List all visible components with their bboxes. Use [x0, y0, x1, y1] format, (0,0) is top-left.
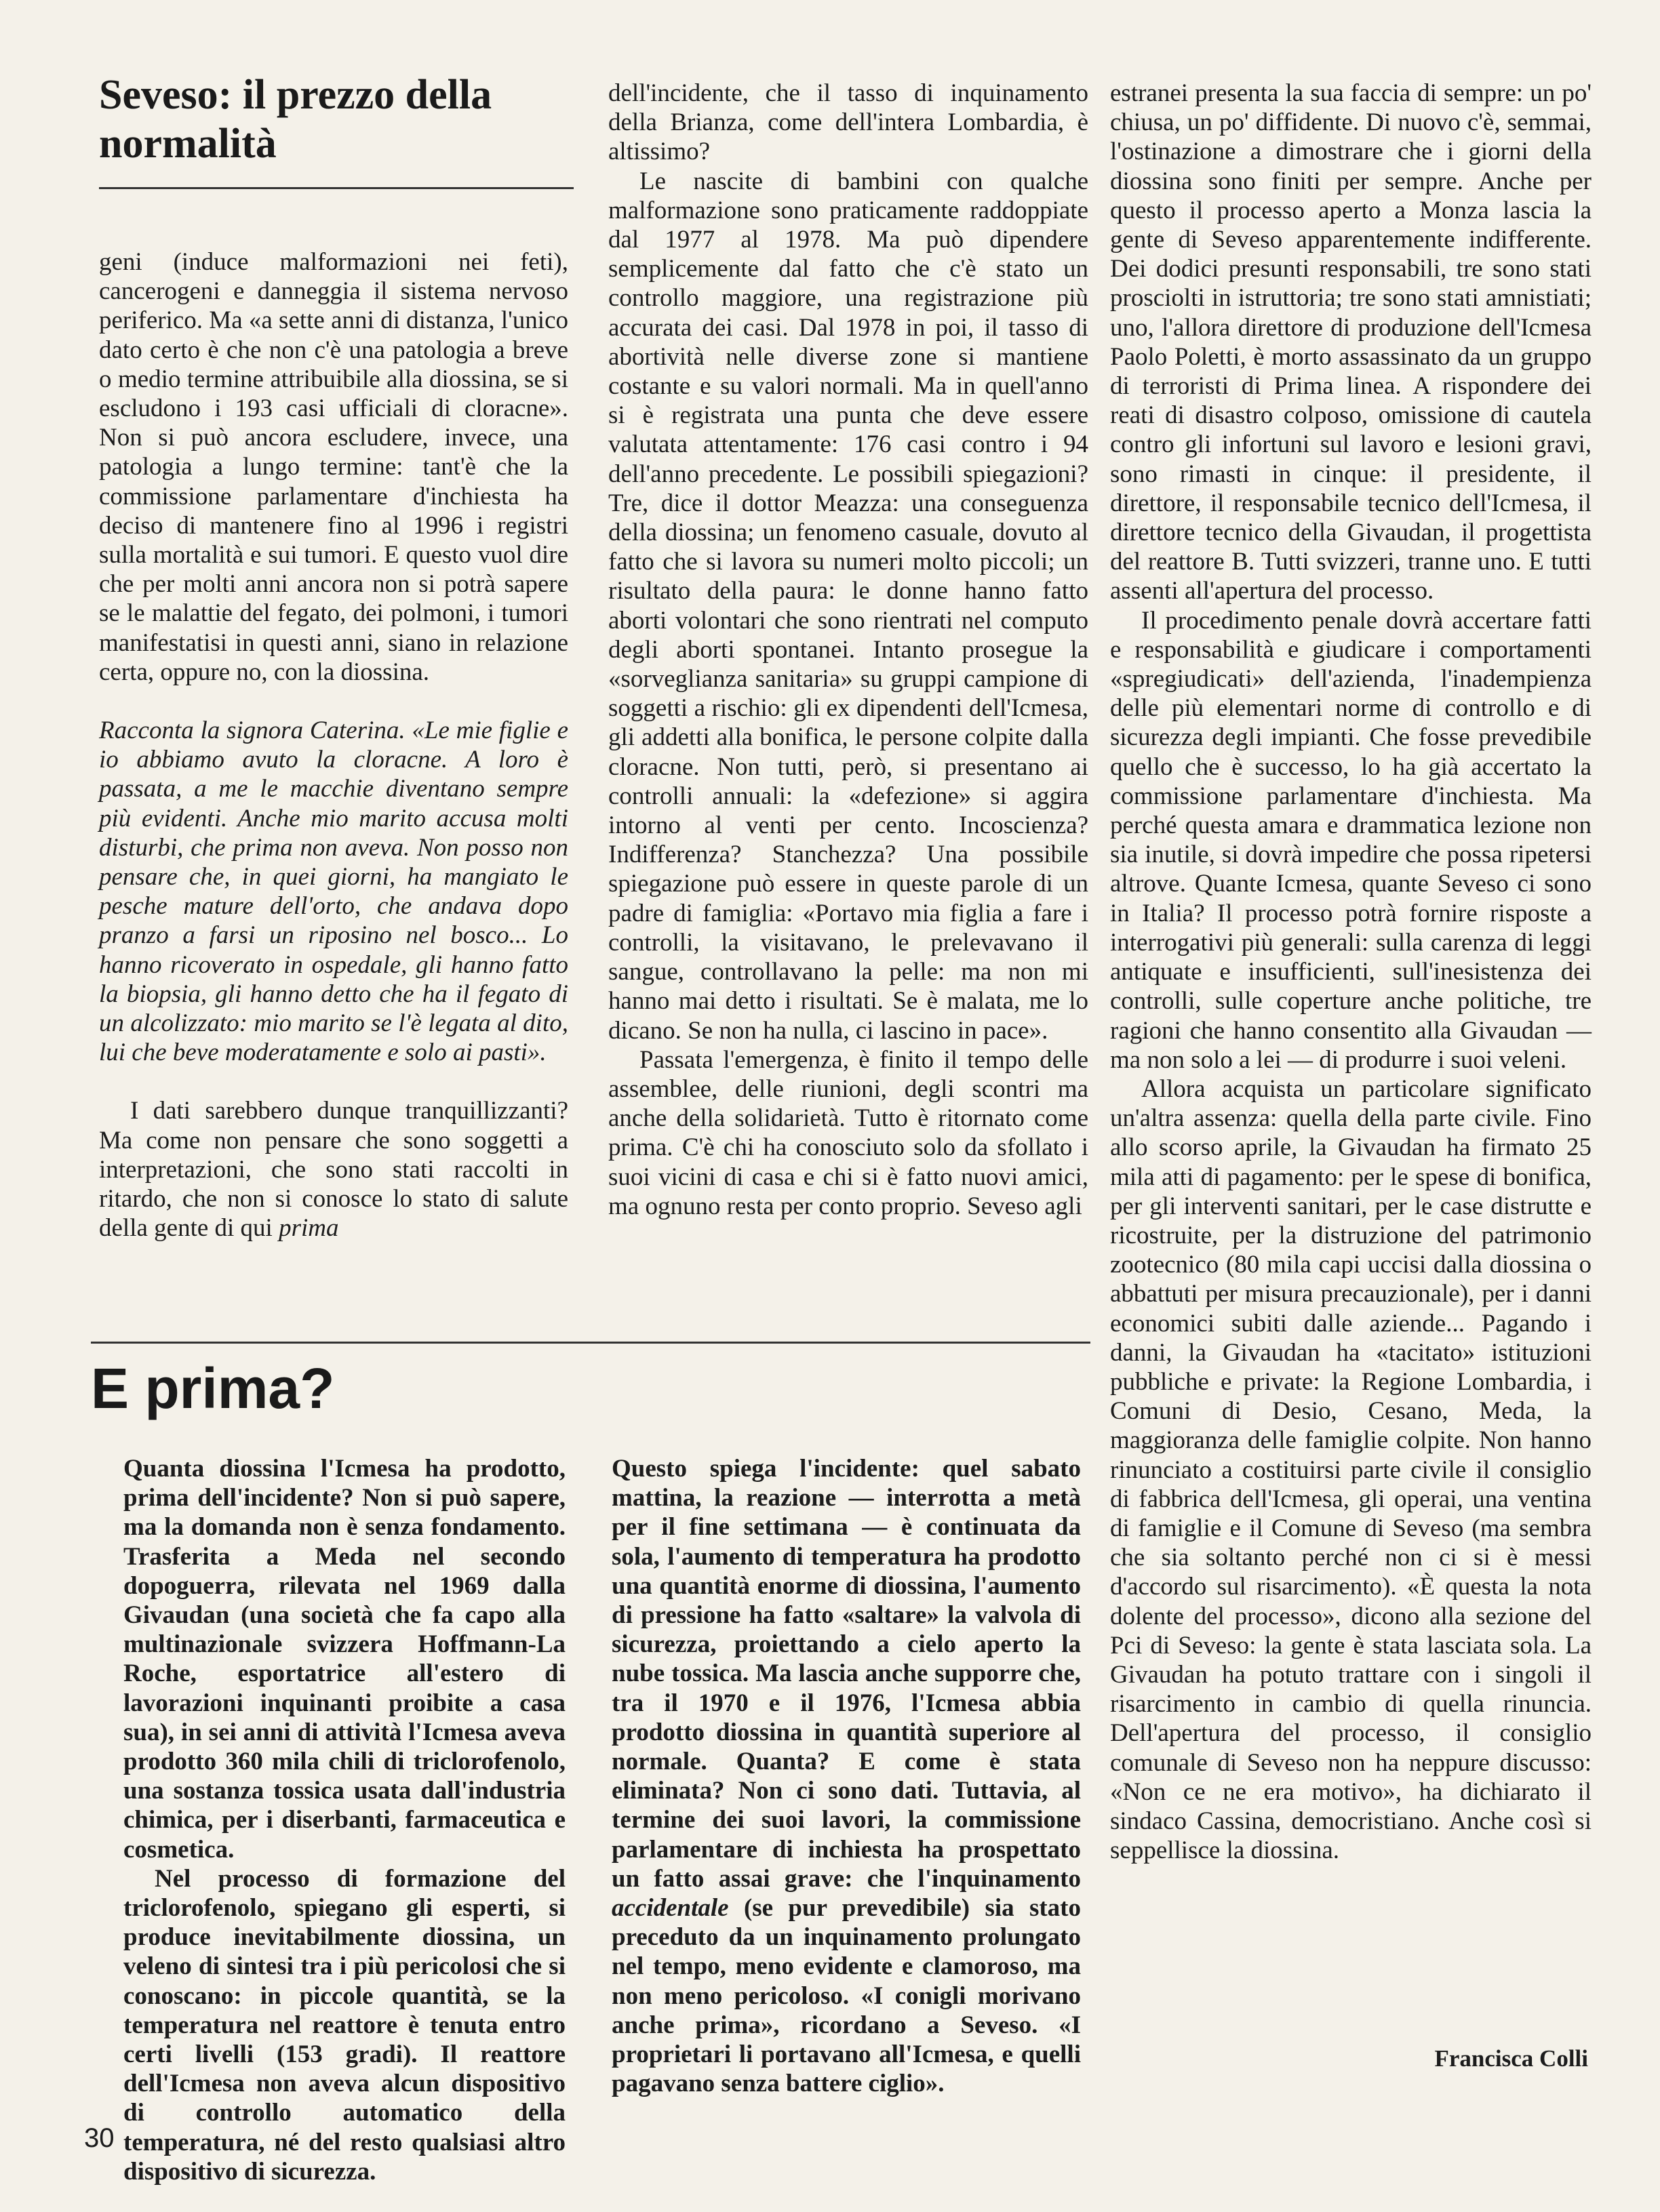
article-paragraph: Allora acquista un particolare significato un'altra assenza: quella della parte civile. Fino allo scorso aprile, la Givaudan ha firmato 25 mila atti di pagamento: per le spese di bonifica, per gli interventi sanitari, per le case distrutte e ricostruite, per la distruzione del patrimonio zootecnico (80 mila capi uccisi dalla diossina o abbattuti per misura precauzionale), per i danni economici subiti dalle aziende... Pagando i danni, la Givaudan ha «tacitato» istituzioni pubbliche e private: la Regione Lombardia, i Comuni di Desio, Cesano, Meda, la maggioranza delle famiglie colpite. Non hanno rinunciato a costituirsi parte civile il consiglio di fabbrica dell'Icmesa, gli operai, una ventina di famiglie e il Comune di Seveso (ma sembra che sia soltanto perché non ci si è messi d'accordo sul risarcimento). «È questa la nota dolente del processo», dicono alla sezione del Pci di Seveso: la gente è stata lasciata sola. La Givaudan ha potuto trattare con i singoli il risarcimento in cambio di quella rinuncia. Dell'apertura del processo, il consiglio comunale di Seveso non ha neppure discusso: «Non ce ne era motivo», ha dichiarato il sindaco Cassina, democristiano. Anche così si seppellisce la diossina.: [1110, 1074, 1592, 1865]
title-rule: [99, 187, 574, 189]
article-paragraph: Le nascite di bambini con qualche malformazione sono praticamente raddoppiate dal 1977 al 1978. Ma può dipendere semplicemente dal fatto che c'è stato un controllo maggiore, una registrazione più accurata dei casi. Dal 1978 in poi, il tasso di abortività nelle diverse zone si mantiene costante e su valori normali. Ma in quell'anno si è registrata una punta che deve essere valutata attentamente: 176 casi contro i 94 dell'anno precedente. Le possibili spiegazioni? Tre, dice il dottor Meazza: una conseguenza della diossina; un fenomeno casuale, dovuto al fatto che si lavora su numeri molto piccoli; un risultato della paura: le donne hanno fatto aborti volontari che sono rientrati nel computo degli aborti spontanei. Intanto prosegue la «sorveglianza sanitaria» su gruppi campione di soggetti a rischio: gli ex dipendenti dell'Icmesa, gli addetti alla bonifica, le persone colpite dalla cloracne. Non tutti, però, si presentano ai controlli annuali: la «defezione» si aggira intorno al venti per cento. Incoscienza? Indifferenza? Stanchezza? Una possibile spiegazione può essere in queste parole di un padre di famiglia: «Portavo mia figlia a fare i controlli, la visitavano, le prelevavano il sangue, controllavano la pelle: ma non mi hanno mai detto i risultati. Se è malata, me lo dicano. Se non ha nulla, ci lascino in pace».: [608, 167, 1088, 1045]
article-title: Seveso: il prezzo della normalità: [99, 72, 492, 167]
author-signature: Francisca Colli: [1434, 2045, 1588, 2072]
sidebar-paragraph: Questo spiega l'incidente: quel sabato mattina, la reazione — interrotta a metà per il fine settimana — è continuata da sola, l'aumento di temperatura ha prodotto una quantità enorme di diossina, l'aumento di pressione ha fatto «saltare» la valvola di sicurezza, proiettando a cielo aperto la nube tossica. Ma lascia anche supporre che, tra il 1970 e il 1976, l'Icmesa abbia prodotto diossina in quantità superiore al normale. Quanta? E come è stata eliminata? Non ci sono dati. Tuttavia, al termine dei suoi lavori, la commissione parlamentare di inchiesta ha prospettato un fatto assai grave: che l'inquinamento accidentale (se pur prevedibile) sia stato preceduto da un inquinamento prolungato nel tempo, meno evidente e clamoroso, ma non meno pericoloso. «I conigli morivano anche prima», ricordano a Seveso. «I proprietari li portavano all'Icmesa, e quelli pagavano senza battere ciglio».: [612, 1455, 1082, 2098]
article-paragraph: Passata l'emergenza, è finito il tempo delle assemblee, delle riunioni, degli scontri ma anche della solidarietà. Tutto è ritornato come prima. C'è chi ha conosciuto solo da sfollato i suoi vicini di casa e chi si è fatto nuovi amici, ma ognuno resta per conto proprio. Seveso agli: [608, 1045, 1088, 1220]
article-column-2: [608, 79, 1088, 1221]
article-column-1: [99, 247, 568, 1243]
sidebar-column-1: [123, 1454, 566, 2186]
article-paragraph: I dati sarebbero dunque tranquillizzanti? Ma come non pensare che sono soggetti a interpretazioni, che sono stati raccolti in ritardo, che non si conosce lo stato di salute della gente di qui prima: [99, 1097, 568, 1243]
article-paragraph: Il procedimento penale dovrà accertare fatti e responsabilità e giudicare i comportamenti «spregiudicati» dell'azienda, l'inadempienza delle più elementari norme di controllo e di sicurezza degli impianti. Che fosse prevedibile quello che è successo, lo ha già accertato la commissione parlamentare d'inchiesta. Ma perché questa amara e drammatica lezione non sia inutile, si dovrà impedire che possa ripetersi altrove. Quante Icmesa, quante Seveso ci sono in Italia? Il processo potrà fornire risposte a interrogativi più generali: sulla carenza di leggi antiquate e insufficienti, sull'inesistenza dei controlli, sulle coperture anche politiche, tre ragioni che hanno consentito alla Givaudan — ma non solo a lei — di produrre i suoi veleni.: [1110, 606, 1592, 1074]
sidebar-paragraph: Quanta diossina l'Icmesa ha prodotto, prima dell'incidente? Non si può sapere, ma la domanda non è senza fondamento. Trasferita a Meda nel secondo dopoguerra, rilevata nel 1969 dalla Givaudan (una società che fa capo alla multinazionale svizzera Hoffmann-La Roche, esportatrice all'estero di lavorazioni inquinanti proibite a casa sua), in sei anni di attività l'Icmesa aveva prodotto 360 mila chili di triclorofenolo, una sostanza tossica usata dall'industria chimica, per i diserbanti, farmaceutica e cosmetica.: [123, 1455, 566, 1864]
article-paragraph-quote: Racconta la signora Caterina. «Le mie figlie e io abbiamo avuto la cloracne. A loro è passata, a me le macchie diventano sempre più evidenti. Anche mio marito accusa molti disturbi, che prima non aveva. Non posso non pensare che, in quei giorni, ha mangiato le pesche mature dell'orto, che andava dopo pranzo a farsi un riposino nel bosco... Lo hanno ricoverato in ospedale, gli hanno fatto la biopsia, gli hanno detto che ha il fegato di un alcolizzato: mio marito se l'è legata al dito, lui che beve moderatamente e solo ai pasti».: [99, 717, 568, 1067]
article-paragraph: geni (induce malformazioni nei feti), cancerogeni e danneggia il sistema nervoso periferico. Ma «a sette anni di distanza, l'unico dato certo è che non c'è una patologia a breve o medio termine attribuibile alla diossina, se si escludono i 193 casi ufficiali di cloracne». Non si può ancora escludere, invece, una patologia a lungo termine: tant'è che la commissione parlamentare d'inchiesta ha deciso di mantenere fino al 1996 i registri sulla mortalità e sui tumori. E questo vuol dire che per molti anni ancora non si potrà sapere se le malattie del fegato, dei polmoni, i tumori manifestatisi in questi anni, siano in relazione certa, oppure no, con la diossina.: [99, 248, 568, 686]
page-number: 30: [84, 2123, 115, 2153]
sidebar-column-2: [612, 1454, 1081, 2098]
article-column-3: [1110, 79, 1592, 1865]
sidebar-rule: [91, 1342, 1090, 1344]
sidebar-title: E prima?: [91, 1356, 335, 1420]
article-paragraph: dell'incidente, che il tasso di inquinamento della Brianza, come dell'intera Lombardia, è altissimo?: [608, 79, 1088, 166]
article-paragraph: estranei presenta la sua faccia di sempre: un po' chiusa, un po' diffidente. Di nuovo c'è, semmai, l'ostinazione a dimostrare che i giorni della diossina sono finiti per sempre. Anche per questo il processo aperto a Monza lascia la gente di Seveso apparentemente indifferente. Dei dodici presunti responsabili, tre sono stati prosciolti in istruttoria; tre sono stati amnistiati; uno, l'allora direttore di produzione dell'Icmesa Paolo Poletti, è morto assassinato da un gruppo di terroristi di Prima linea. A rispondere dei reati di disastro colposo, omissione di cautela contro gli infortuni sul lavoro e lesioni gravi, sono rimasti in cinque: il presidente, il direttore, il responsabile tecnico dell'Icmesa, il direttore tecnico della Givaudan, il progettista del reattore B. Tutti svizzeri, tranne uno. E tutti assenti all'apertura del processo.: [1110, 79, 1592, 605]
sidebar-paragraph: Nel processo di formazione del triclorofenolo, spiegano gli esperti, si produce inevitabilmente diossina, un veleno di sintesi tra i più pericolosi che si conoscano: in piccole quantità, se la temperatura nel reattore è tenuta entro certi livelli (153 gradi). Il reattore dell'Icmesa non aveva alcun dispositivo di controllo automatico della temperatura, né del resto qualsiasi altro dispositivo di sicurezza.: [123, 1864, 566, 2186]
